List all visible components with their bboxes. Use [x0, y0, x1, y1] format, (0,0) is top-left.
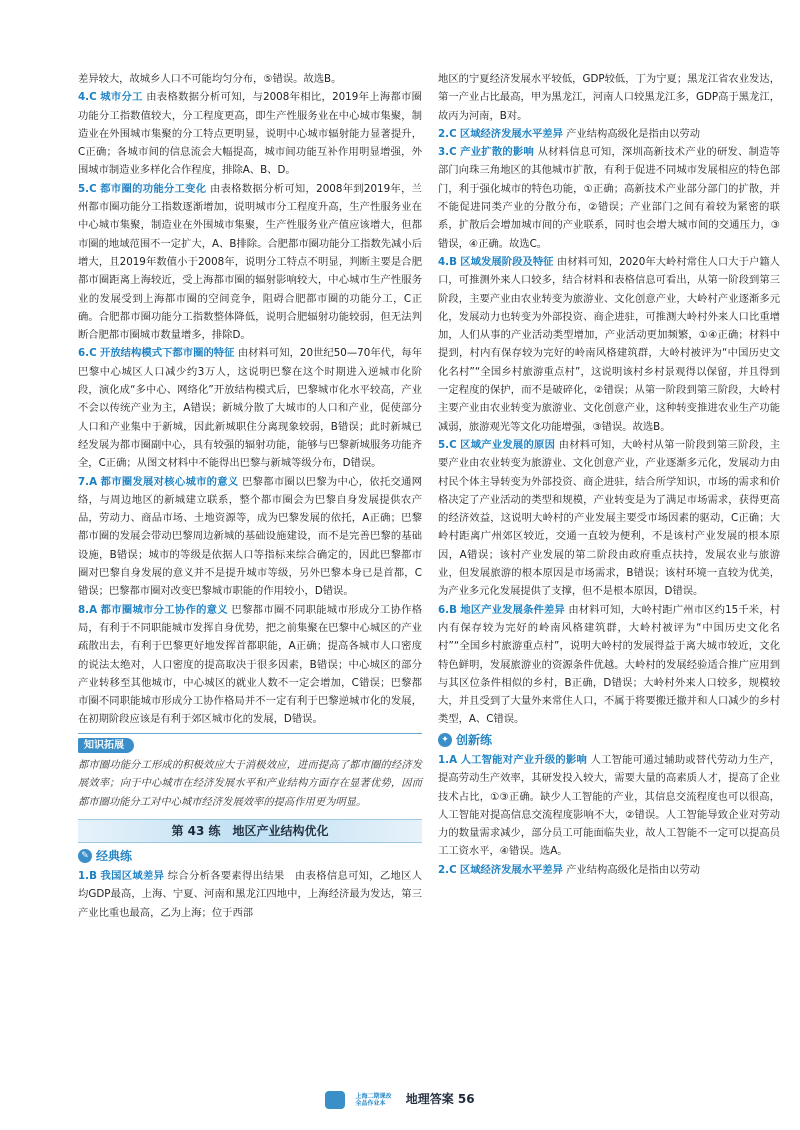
sub-heading-innovation: [438, 731, 780, 749]
right-column: [438, 70, 780, 879]
question-topic: 产业扩散的影响: [460, 146, 535, 159]
question-number: 2.C: [438, 127, 457, 140]
answer-4: [78, 88, 422, 179]
answer-text: 由材料可知，大岭村距广州市区约15千米，村内有保存较为完好的岭南风格建筑群，大岭村被评为“中国历史文化名村”“全国乡村旅游重点村”，说明大岭村的发展得益于离大城市较近，文化特色鲜明，发展旅游业的资源条件优越。大岭村的发展经验适合推广应用到与其区位条件相似的乡村，B正确，D错误；大岭村外来人口较多，规模较大，并且受到了大量外来常住人口，不属于将要搬迁撤并和人口减少的乡村类型，A、C错误。: [438, 603, 781, 726]
answer-text: 综合分析各要素得出结果 由表格信息可知，乙地区人均GDP最高，上海、宁夏、河南和黑龙江四地中，上海经济最为发达，第三产业比重也最高，乙为上海；位于西部: [78, 870, 423, 919]
answer-6-right: [438, 601, 780, 729]
question-topic: 都市圈城市分工协作的意义: [100, 603, 228, 616]
question-topic: 开放结构模式下都市圈的特征: [99, 347, 235, 360]
answer-1: [78, 867, 422, 922]
answer-text: 从材料信息可知，深圳高新技术产业的研发、制造等部门向珠三角地区的其他城市扩散，有利于促进不同城市发展相应的特色部门，利于强化城市的特色功能，①正确；高新技术产业部分部门的扩散，并不能促进同类产业的分散分布，②错误；产业部门之间有着较为紧密的联系，扩散后会增加城市间的产业联系，同时也会增大城市间的交通压力，③错误，④正确。故选C。: [438, 146, 781, 250]
answer-text: 由材料可知，大岭村从第一阶段到第三阶段，主要产业由农业转变为旅游业、文化创意产业，产业逐渐多元化，发展动力由村民个体主导转变为外部投资、商企进驻，结合所学知识，市场的需求和价格决定了产业活动的类型和规模，产业转变是为了满足市场需求，获得更高的经济效益，这说明大岭村的产业发展主要受市场因素的驱动，C正确；大岭村距离广州郊区较近，交通一直较为便利，不是该村产业发展的根本原因，A错误；该村产业发展的第二阶段由政府重点扶持，发展农业与旅游业，但发展旅游的根本原因是市场需求，B错误；该村环境一直较为优美，为产业多元化发展提供了支撑，但不是根本原因，D错误。: [438, 438, 780, 598]
left-column: [78, 70, 422, 922]
question-topic: 我国区域差异: [100, 870, 165, 883]
section-title: 第 43 练 地区产业结构优化: [78, 819, 422, 843]
brand-logo-icon: [325, 1091, 345, 1109]
question-number: 6.C: [78, 347, 97, 360]
answer-text: 产业结构高级化是指由以劳动: [566, 127, 701, 140]
question-number: 8.A: [78, 603, 98, 616]
question-topic: 地区产业发展条件差异: [460, 603, 565, 616]
question-topic: 人工智能对产业升级的影响: [460, 753, 588, 766]
sub-heading-classic: [78, 847, 422, 865]
answer-2-innovation: [438, 861, 780, 879]
question-number: 6.B: [438, 603, 457, 616]
question-number: 5.C: [438, 438, 457, 451]
answer-2: [438, 125, 780, 143]
question-topic: 区域产业发展的原因: [460, 438, 556, 451]
question-number: 3.C: [438, 146, 457, 159]
answer-5-right: [438, 436, 780, 601]
question-number: 1.A: [438, 753, 458, 766]
question-number: 2.C: [438, 863, 457, 876]
answer-8: [78, 601, 422, 729]
paragraph: [78, 70, 422, 88]
answer-text: 巴黎都市圈不同职能城市形成分工协作格局，有利于不同职能城市发挥自身优势，把之前集聚在巴黎中心城区的产业疏散出去，有利于巴黎更好地发挥首都职能，A正确；提高各城市人口密度的说法太绝对，人口密度的提高取决于很多因素，B错误；中心城区的部分产业转移至其他城市，中心城区的就业人数不一定会增加，C错误；巴黎都市圈不同职能城市形成分工协作格局并不一定有利于巴黎逆城市化的发展，在初期阶段应该是有利于郊区城市化的发展，D错误。: [78, 603, 423, 726]
paragraph-text: 差异较大，故城乡人口不可能均匀分布，⑤错误。故选B。: [78, 73, 342, 85]
question-topic: 城市分工: [100, 91, 143, 104]
knowledge-tip-box: [78, 733, 422, 811]
answer-text: 产业结构高级化是指由以劳动: [566, 863, 701, 876]
question-topic: 区域经济发展水平差异: [459, 863, 563, 876]
answer-text: 由表格数据分析可知，与2008年相比，2019年上海都市圈功能分工指数值较大，分工程度更高，即生产性服务业在中心城市集聚，制造业在外围城市集聚的分工特点更明显，说明中心城市辐射能力显著提升，C正确；各城市间的信息流会大幅提高，城市间功能互补作用明显增强，外围城市制造业多样化合作程度，排除A、B、D。: [78, 91, 422, 177]
sub-heading-text: 创新练: [456, 732, 493, 747]
answer-6: [78, 344, 422, 472]
question-number: 7.A: [78, 475, 98, 488]
question-topic: 区域经济发展水平差异: [459, 127, 563, 140]
answer-text: 由表格数据分析可知，2008年到2019年，兰州都市圈功能分工指数逐渐增加，说明城市分工程度升高，生产性服务业在中心城市集聚，制造业在外围城市集聚，生产性服务业产值应该增大，但都市圈的地域范围不一定扩大，A、B排除。合肥都市圈功能分工指数先减小后增大，且2019年数值小于2008年，说明分工特点不明显，判断主要是合肥都市圈距离上海较近，受上海都市圈的辐射影响较大，中心城市生产性服务业的发展受到上海都市圈的空间竞争，阻碍合肥都市圈的功能分工，C正确。合肥都市圈功能分工指数整体降低，说明合肥辐射功能较弱，但无法判断合肥都市圈城市数量增多，排除D。: [78, 182, 422, 342]
question-topic: 都市圈的功能分工变化: [100, 182, 207, 195]
paragraph-text: 地区的宁夏经济发展水平较低，GDP较低，丁为宁夏；黑龙江省农业发达，第一产业占比最高，甲为黑龙江，河南人口较黑龙江多，GDP高于黑龙江，故丙为河南，B对。: [438, 73, 780, 122]
question-topic: 区域发展阶段及特征: [460, 255, 554, 268]
pencil-icon: ✎: [78, 849, 92, 863]
sub-heading-text: 经典练: [96, 848, 133, 863]
question-topic: 都市圈发展对核心城市的意义: [100, 475, 239, 488]
answer-4-right: [438, 253, 780, 436]
paragraph: [438, 70, 780, 125]
answer-7: [78, 473, 422, 601]
answer-text: 由材料可知，20世纪50—70年代，每年巴黎中心城区人口减少约3万人，这说明巴黎在这个时期进入逆城市化阶段，演化成“多中心、网络化”开放结构模式后，巴黎城市化水平较高，产业不会以传统产业为主，A错误；新城分散了大城市的人口和产业，促使部分人口和产业集中于新城，因此新城职住分离现象较弱，B错误；此时新城已经发展为都市圈副中心，具有较强的辐射功能，能够与巴黎新城服务功能齐全，C正确；从图文材料中不能得出巴黎与新城等级分布，D错误。: [78, 347, 423, 470]
question-number: 4.B: [438, 255, 457, 268]
answer-5: [78, 180, 422, 345]
knowledge-tip-label: 知识拓展: [78, 738, 134, 753]
answer-text: 巴黎都市圈以巴黎为中心，依托交通网络，与周边地区的新城建立联系，整个都市圈会为巴黎自身发展提供农产品，劳动力、商品市场、土地资源等，成为巴黎发展的依托，A正确；巴黎都市圈的发展会带动巴黎周边新城的基础设施建设，而不是完善巴黎的基础设施，B错误；城市的等级是依据人口等指标来综合确定的，因此巴黎都市圈对巴黎自身发展的意义并不是提升城市等级，另外巴黎本身已是首都，C错误；巴黎都市圈对改变巴黎城市职能的作用较小，D错误。: [78, 475, 423, 598]
question-number: 4.C: [78, 91, 97, 104]
answer-text: 由材料可知，2020年大岭村常住人口大于户籍人口，可推测外来人口较多，结合材料和表格信息可看出，从第一阶段到第三阶段，主要产业由农业转变为旅游业、文化创意产业，大岭村产业逐渐多元化，发展动力也转变为外部投资、商企进驻，可推测大岭村外来人口比重增加，人们从事的产业活动类型增加，产业活动更加频繁，①④正确；材料中提到，村内有保存较为完好的岭南风格建筑群，大岭村被评为“中国历史文化名村”“全国乡村旅游重点村”，这说明该村乡村景观得以保留，并且得到一定程度的保护，而不是破碎化，②错误；从第一阶段到第三阶段，大岭村主要产业由农业转变为旅游业、文化创意产业，这种转变推进农业生产功能减弱，旅游观光等文化功能增强，③错误。故选B。: [438, 255, 780, 433]
question-number: 5.C: [78, 182, 97, 195]
lightbulb-icon: ✦: [438, 733, 452, 747]
page-label: 地理答案 56: [405, 1092, 475, 1106]
answer-text: 人工智能可通过辅助或替代劳动力生产，提高劳动生产效率，其研发投入较大，需要大量的高素质人才，提高了企业技术占比，①③正确。缺少人工智能的产业，其信息交流程度也可以很高，人工智能对提高信息交流程度影响不大，②错误。人工智能导致企业对劳动力的数量需求减少，部分员工可能面临失业，故人工智能不一定可以提高员工工资水平，④错误。选A。: [438, 753, 780, 858]
answer-3: [438, 143, 780, 253]
page-footer: [0, 1090, 800, 1109]
brand-text: 上海二期课改 全品作业本: [355, 1092, 392, 1107]
answer-1-innovation: [438, 751, 780, 861]
question-number: 1.B: [78, 870, 97, 883]
knowledge-tip-text: 都市圈功能分工形成的积极效应大于消极效应，进而提高了都市圈的经济发展效率；向于中心城市在经济发展水平和产业结构方面存在显著优势，因而都市圈功能分工对中心城市经济发展效率的提高作用更为明显。: [78, 758, 422, 808]
